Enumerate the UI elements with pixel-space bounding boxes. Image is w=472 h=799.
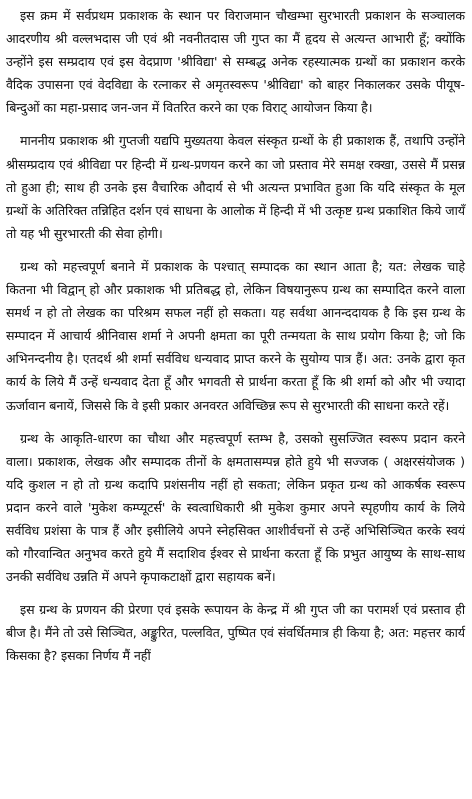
paragraph-typesetter-thanks: ग्रन्थ के आकृति-धारण का चौथा और महत्त्वपूर्ण स्तम्भ है, उसको सुसज्जित स्वरूप प्रदान करने वाला। प्रकाशक, लेखक और सम्पादक तीनों के क्षमतासम्पन्न होते हुये भी सज्जक ( अक्षरसंयोजक ) यदि कुशल न हो तो ग्रन्थ कदापि प्रशंसनीय नहीं हो सकता; लेकिन प्रकृत ग्रन्थ को आकर्षक स्वरूप प्रदान करने वाले 'मुकेश कम्प्यूटर्स' के स्वत्वाधिकारी श्री मुकेश कुमार अपने स्पृहणीय कार्य के लिये सर्वविध प्रशंसा के पात्र हैं और इसीलिये अपने स्नेहसिक्त आशीर्वचनों से उन्हें अभिसिञ्चित करके स्वयं को गौरवान्वित अनुभव करते हुये मैं सदाशिव ईश्वर से प्रार्थना करता हूँ कि प्रभुत आयुष्य के साथ-साथ उनकी सर्वविध उन्नति में अपने कृपाकटाक्षों द्वारा सहायक बनें। xyxy=(6,430,465,585)
paragraph-publisher-thanks: इस क्रम में सर्वप्रथम प्रकाशक के स्थान पर विराजमान चौखम्भा सुरभारती प्रकाशन के सञ्चालक आदरणीय श्री वल्लभदास जी एवं श्री नवनीतदास जी गुप्त का मैं हृदय से अत्यन्त आभारी हूँ; क्योंकि उन्होंने इस सम्प्रदाय एवं इस वेदप्राण 'श्रीविद्या' से सम्बद्ध अनेक रहस्यात्मक ग्रन्थों का प्रकाशन करके वैदिक उपासना एवं वेदविद्या के रत्नाकर से अमृतस्वरूप 'श्रीविद्या' को बाहर निकालकर उसके पीयूष-बिन्दुओं का महा-प्रसाद जन-जन में वितरित करने का एक विराट् आयोजन किया है। xyxy=(6,8,465,116)
paragraph-inspiration: इस ग्रन्थ के प्रणयन की प्रेरणा एवं इसके रूपायन के केन्द्र में श्री गुप्त जी का परामर्श एवं प्रस्ताव ही बीज है। मैंने तो उसे सिञ्चित, अङ्कुरित, पल्लवित, पुष्पित एवं संवर्धितमात्र ही किया है; अत: महत्तर कार्य किसका है? इसका निर्णय मैं नहीं xyxy=(6,602,465,664)
paragraph-publisher-proposal: माननीय प्रकाशक श्री गुप्तजी यद्यपि मुख्यतया केवल संस्कृत ग्रन्थों के ही प्रकाशक हैं, तथापि उन्होंने श्रीसम्प्रदाय एवं श्रीविद्या पर हिन्दी में ग्रन्थ-प्रणयन करने का जो प्रस्ताव मेरे समक्ष रक्खा, उससे मैं प्रसन्न तो हुआ ही; साथ ही उनके इस वैचारिक औदार्य से भी अत्यन्त प्रभावित हुआ कि यदि संस्कृत के मूल ग्रन्थों के अतिरिक्त तन्निहित दर्शन एवं साधना के आलोक में हिन्दी में भी उत्कृष्ट ग्रन्थ प्रकाशित किये जायँ तो यह भी सुरभारती की सेवा होगी। xyxy=(6,133,465,241)
paragraph-editor-thanks: ग्रन्थ को महत्त्वपूर्ण बनाने में प्रकाशक के पश्चात् सम्पादक का स्थान आता है; यत: लेखक चाहे कितना भी विद्वान् हो और प्रकाशक भी प्रतिबद्ध हो, लेकिन विषयानुरूप ग्रन्थ का सम्पादित करने वाला समर्थ न हो तो लेखक का परिश्रम सफल नहीं हो सकता। यह सर्वथा आनन्ददायक है कि इस ग्रन्थ के सम्पादन में आचार्य श्रीनिवास शर्मा ने अपनी क्षमता का पूरी तन्मयता के साथ प्रयोग किया है; जो कि अभिनन्दनीय है। एतदर्थ श्री शर्मा सर्वविध धन्यवाद प्राप्त करने के सुयोग्य पात्र हैं। अत: उनके द्वारा कृत कार्य के लिये मैं उन्हें धन्यवाद देता हूँ और भगवती से प्रार्थना करता हूँ कि श्री शर्मा को और भी ज्यादा ऊर्जावान बनायें, जिससे कि वे इसी प्रकार अनवरत अविच्छिन्न रूप से सुरभारती की साधना करते रहें। xyxy=(6,258,465,413)
